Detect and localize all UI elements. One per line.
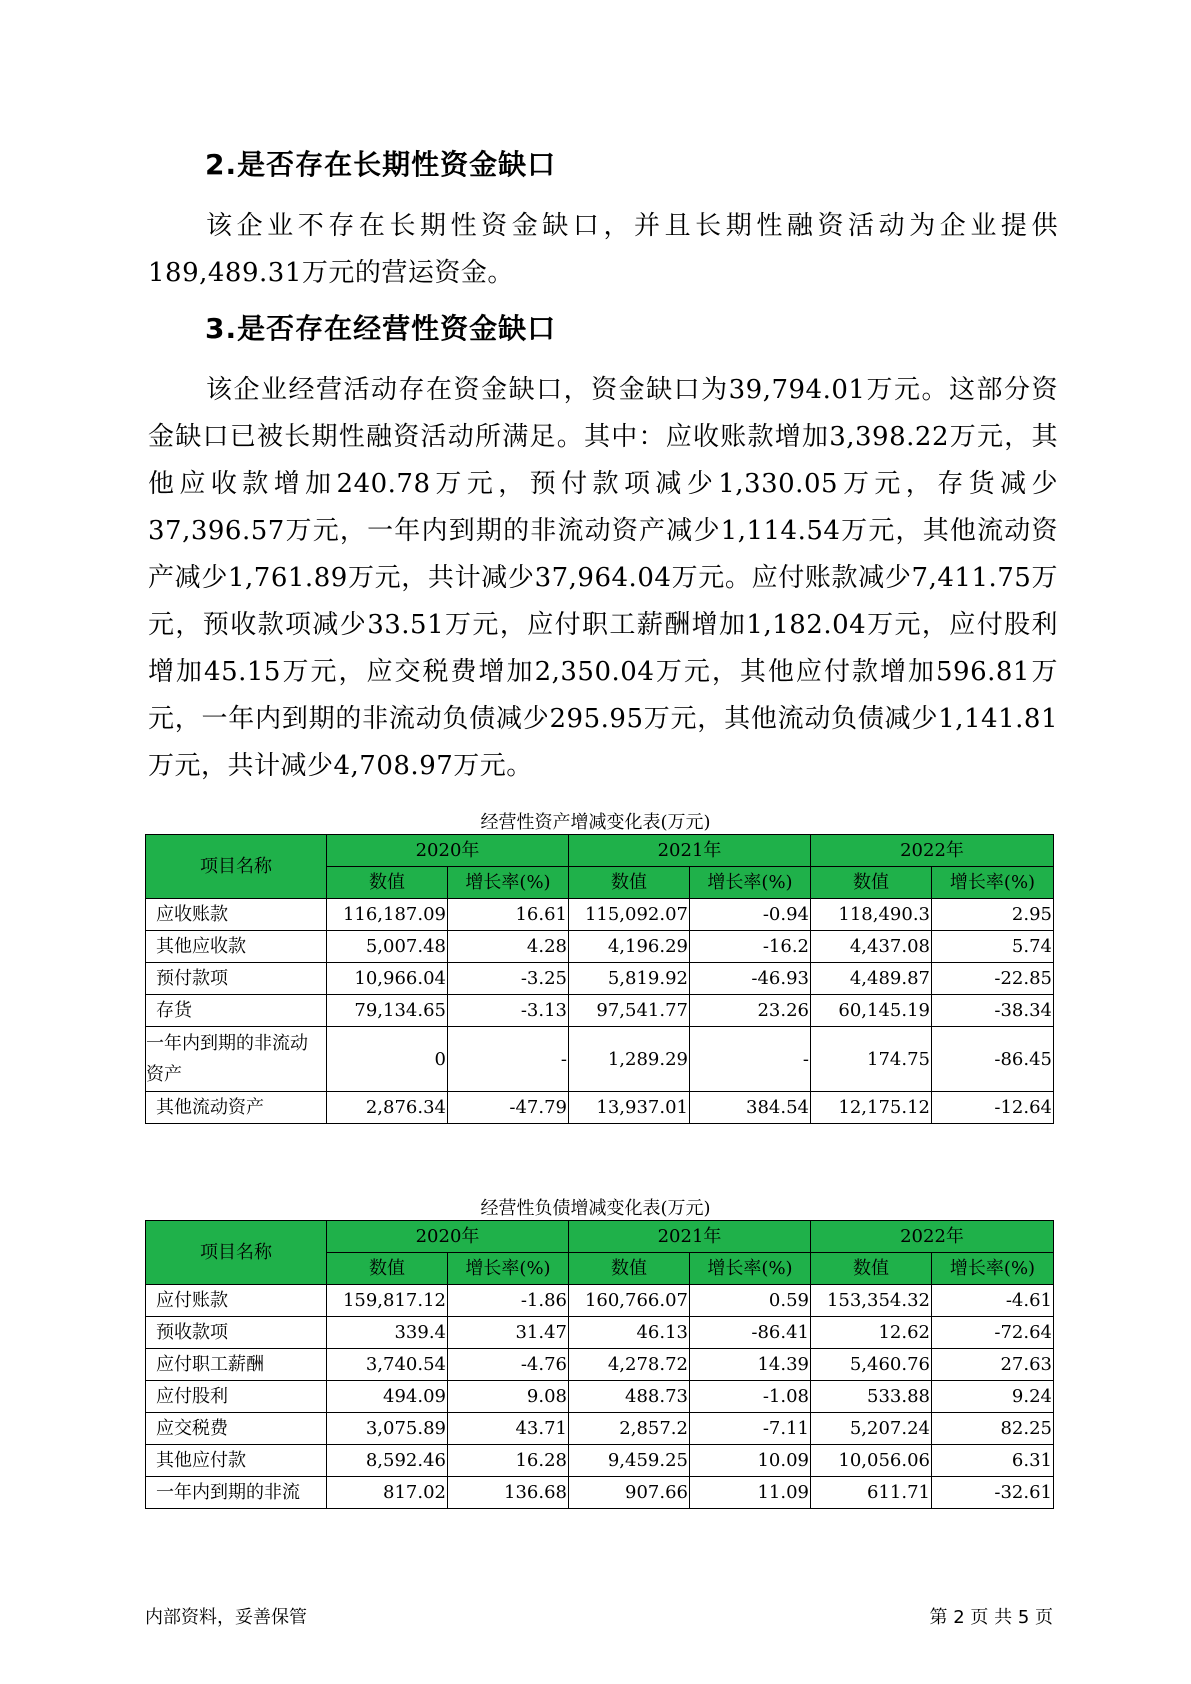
growth-rate-header: 增长率(%) — [690, 867, 811, 899]
growth-cell: 10.09 — [690, 1445, 811, 1477]
table-row — [146, 1413, 1054, 1445]
value-cell: 153,354.32 — [811, 1285, 932, 1317]
value-cell: 97,541.77 — [569, 995, 690, 1027]
growth-cell: 0.59 — [690, 1285, 811, 1317]
value-cell: 10,966.04 — [327, 963, 448, 995]
table-row — [146, 1317, 1054, 1349]
growth-rate-header: 增长率(%) — [448, 1253, 569, 1285]
value-cell: 79,134.65 — [327, 995, 448, 1027]
value-cell: 5,207.24 — [811, 1413, 932, 1445]
row-label: 其他流动资产 — [146, 1092, 327, 1124]
section-paragraph-operating-gap: 该企业经营活动存在资金缺口，资金缺口为39,794.01万元。这部分资金缺口已被长期性融资活动所满足。其中：应收账款增加3,398.22万元，其他应收款增加240.78万元，预付款项减少1,330.05万元，存货减少37,396.57万元，一年内到期的非流动资产减少1,114.54万元，其他流动资产减少1,761.89万元，共计减少37,964.04万元。应付账款减少7,411.75万元，预收款项减少33.51万元，应付职工薪酬增加1,182.04万元，应付股利增加45.15万元，应交税费增加2,350.04万元，其他应付款增加596.81万元，一年内到期的非流动负债减少295.95万元，其他流动负债减少1,141.81万元，共计减少4,708.97万元。 — [148, 375, 1058, 781]
growth-cell: 23.26 — [690, 995, 811, 1027]
row-label: 一年内到期的非流 — [146, 1477, 327, 1509]
growth-cell: -1.08 — [690, 1381, 811, 1413]
value-cell: 12.62 — [811, 1317, 932, 1349]
table-row — [146, 1285, 1054, 1317]
growth-cell: 16.28 — [448, 1445, 569, 1477]
table-row — [146, 1349, 1054, 1381]
value-cell: 2,876.34 — [327, 1092, 448, 1124]
footer-confidential-note: 内部资料，妥善保管 — [145, 1607, 307, 1628]
value-cell: 4,437.08 — [811, 931, 932, 963]
value-cell: 46.13 — [569, 1317, 690, 1349]
growth-cell: 43.71 — [448, 1413, 569, 1445]
growth-cell: - — [448, 1027, 569, 1092]
growth-cell: 136.68 — [448, 1477, 569, 1509]
growth-cell: -46.93 — [690, 963, 811, 995]
value-cell: 611.71 — [811, 1477, 932, 1509]
value-header: 数值 — [811, 867, 932, 899]
growth-cell: 16.61 — [448, 899, 569, 931]
table-row — [146, 1092, 1054, 1124]
value-cell: 5,819.92 — [569, 963, 690, 995]
row-label: 应付职工薪酬 — [146, 1349, 327, 1381]
growth-cell: 4.28 — [448, 931, 569, 963]
growth-cell: 6.31 — [932, 1445, 1054, 1477]
value-cell: 4,196.29 — [569, 931, 690, 963]
table-row — [146, 995, 1054, 1027]
growth-cell: 2.95 — [932, 899, 1054, 931]
value-header: 数值 — [327, 867, 448, 899]
growth-cell: -22.85 — [932, 963, 1054, 995]
section-heading-long-term-gap: 2.是否存在长期性资金缺口 — [205, 148, 557, 181]
growth-cell: 14.39 — [690, 1349, 811, 1381]
value-cell: 4,489.87 — [811, 963, 932, 995]
growth-cell: -86.45 — [932, 1027, 1054, 1092]
growth-cell: 11.09 — [690, 1477, 811, 1509]
item-name-header: 项目名称 — [146, 1221, 327, 1285]
table-caption-operating-liabilities: 经营性负债增减变化表(万元) — [480, 1198, 711, 1219]
value-header: 数值 — [569, 1253, 690, 1285]
table-row — [146, 899, 1054, 931]
value-cell: 907.66 — [569, 1477, 690, 1509]
row-label: 存货 — [146, 995, 327, 1027]
operating-liabilities-table — [145, 1220, 1054, 1509]
table-row — [146, 1477, 1054, 1509]
value-cell: 817.02 — [327, 1477, 448, 1509]
value-cell: 339.4 — [327, 1317, 448, 1349]
growth-cell: 384.54 — [690, 1092, 811, 1124]
row-label: 应付股利 — [146, 1381, 327, 1413]
value-header: 数值 — [811, 1253, 932, 1285]
value-cell: 533.88 — [811, 1381, 932, 1413]
row-label: 应付账款 — [146, 1285, 327, 1317]
item-name-header: 项目名称 — [146, 835, 327, 899]
value-cell: 13,937.01 — [569, 1092, 690, 1124]
year-header: 2022年 — [811, 1221, 1054, 1253]
value-cell: 9,459.25 — [569, 1445, 690, 1477]
table-row — [146, 963, 1054, 995]
value-cell: 10,056.06 — [811, 1445, 932, 1477]
row-label: 应收账款 — [146, 899, 327, 931]
value-cell: 4,278.72 — [569, 1349, 690, 1381]
table-row — [146, 1445, 1054, 1477]
value-cell: 494.09 — [327, 1381, 448, 1413]
value-header: 数值 — [569, 867, 690, 899]
year-header: 2020年 — [327, 1221, 569, 1253]
value-cell: 118,490.3 — [811, 899, 932, 931]
growth-rate-header: 增长率(%) — [932, 1253, 1054, 1285]
growth-cell: -4.61 — [932, 1285, 1054, 1317]
growth-cell: 31.47 — [448, 1317, 569, 1349]
value-cell: 488.73 — [569, 1381, 690, 1413]
value-cell: 60,145.19 — [811, 995, 932, 1027]
value-cell: 2,857.2 — [569, 1413, 690, 1445]
growth-cell: -7.11 — [690, 1413, 811, 1445]
growth-cell: -4.76 — [448, 1349, 569, 1381]
value-cell: 116,187.09 — [327, 899, 448, 931]
value-cell: 5,007.48 — [327, 931, 448, 963]
year-header: 2021年 — [569, 835, 811, 867]
growth-cell: -47.79 — [448, 1092, 569, 1124]
growth-cell: -32.61 — [932, 1477, 1054, 1509]
growth-cell: 9.08 — [448, 1381, 569, 1413]
growth-cell: 5.74 — [932, 931, 1054, 963]
growth-cell: -72.64 — [932, 1317, 1054, 1349]
value-header: 数值 — [327, 1253, 448, 1285]
page-number: 第 2 页 共 5 页 — [929, 1607, 1053, 1628]
section-paragraph-long-term-gap: 该企业不存在长期性资金缺口，并且长期性融资活动为企业提供189,489.31万元的营运资金。 — [148, 211, 1058, 288]
value-cell: 159,817.12 — [327, 1285, 448, 1317]
table-caption-operating-assets: 经营性资产增减变化表(万元) — [480, 812, 711, 833]
growth-cell: -12.64 — [932, 1092, 1054, 1124]
growth-cell: 82.25 — [932, 1413, 1054, 1445]
table-row — [146, 1381, 1054, 1413]
year-header: 2022年 — [811, 835, 1054, 867]
value-cell: 8,592.46 — [327, 1445, 448, 1477]
row-label: 预付款项 — [146, 963, 327, 995]
table-row — [146, 1027, 1054, 1092]
value-cell: 0 — [327, 1027, 448, 1092]
growth-cell: -0.94 — [690, 899, 811, 931]
growth-rate-header: 增长率(%) — [932, 867, 1054, 899]
growth-cell: 9.24 — [932, 1381, 1054, 1413]
growth-cell: -86.41 — [690, 1317, 811, 1349]
growth-cell: 27.63 — [932, 1349, 1054, 1381]
year-header: 2020年 — [327, 835, 569, 867]
value-cell: 12,175.12 — [811, 1092, 932, 1124]
operating-assets-table — [145, 834, 1054, 1124]
growth-rate-header: 增长率(%) — [448, 867, 569, 899]
growth-cell: -3.25 — [448, 963, 569, 995]
section-heading-operating-gap: 3.是否存在经营性资金缺口 — [205, 312, 557, 345]
growth-cell: -16.2 — [690, 931, 811, 963]
row-label: 预收款项 — [146, 1317, 327, 1349]
row-label: 其他应收款 — [146, 931, 327, 963]
year-header: 2021年 — [569, 1221, 811, 1253]
row-label: 一年内到期的非流动资产 — [146, 1027, 327, 1092]
row-label: 其他应付款 — [146, 1445, 327, 1477]
growth-cell: - — [690, 1027, 811, 1092]
row-label: 应交税费 — [146, 1413, 327, 1445]
growth-rate-header: 增长率(%) — [690, 1253, 811, 1285]
table-row — [146, 931, 1054, 963]
value-cell: 1,289.29 — [569, 1027, 690, 1092]
growth-cell: -3.13 — [448, 995, 569, 1027]
value-cell: 174.75 — [811, 1027, 932, 1092]
value-cell: 3,075.89 — [327, 1413, 448, 1445]
growth-cell: -38.34 — [932, 995, 1054, 1027]
value-cell: 5,460.76 — [811, 1349, 932, 1381]
value-cell: 3,740.54 — [327, 1349, 448, 1381]
growth-cell: -1.86 — [448, 1285, 569, 1317]
value-cell: 115,092.07 — [569, 899, 690, 931]
value-cell: 160,766.07 — [569, 1285, 690, 1317]
